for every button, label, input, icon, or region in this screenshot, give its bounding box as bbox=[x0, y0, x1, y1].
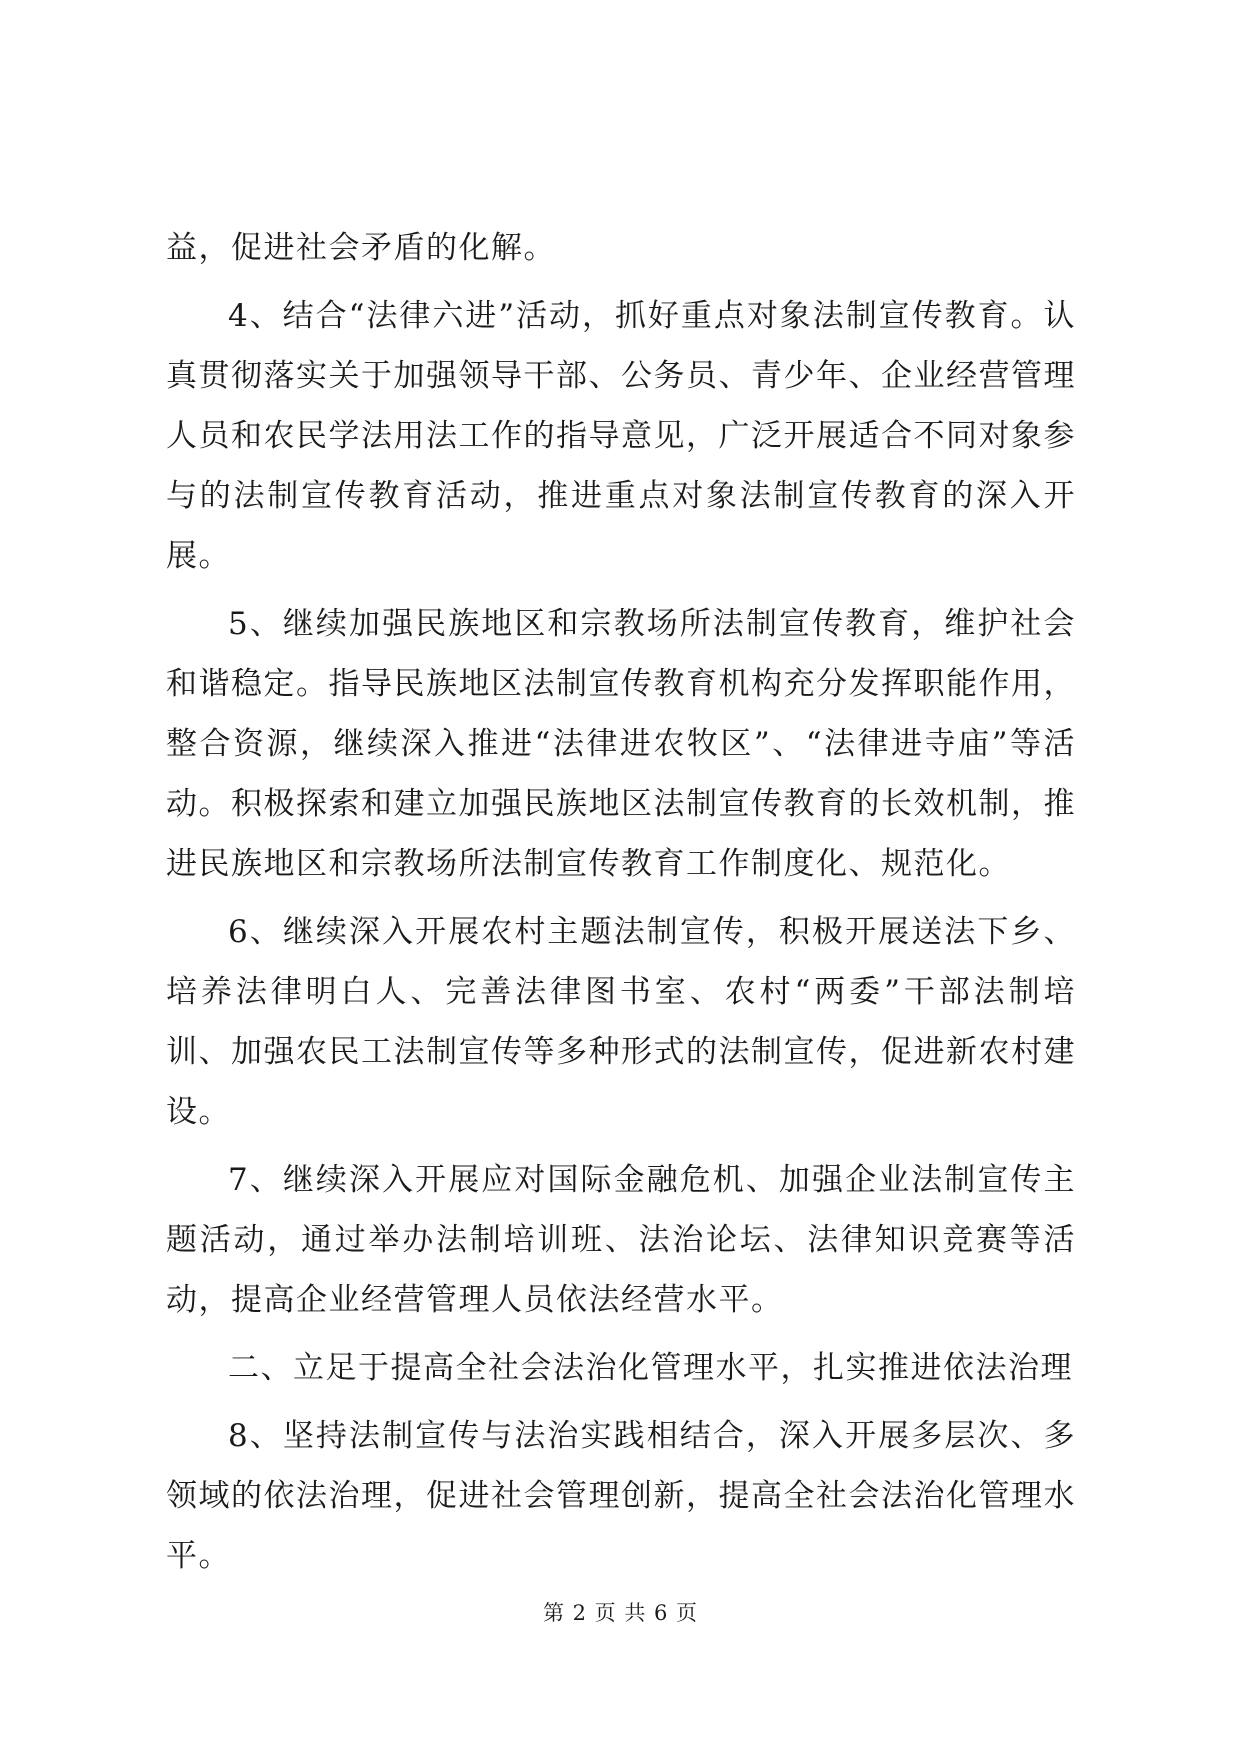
section-heading-2: 二、立足于提高全社会法治化管理水平，扎实推进依法治理 bbox=[228, 1350, 1073, 1386]
paragraph-item-6: 6、继续深入开展农村主题法制宣传，积极开展送法下乡、培养法律明白人、完善法律图书室、农村“两委”干部法制培训、加强农民工法制宣传等多种形式的法制宣传，促进新农村建设。 bbox=[166, 914, 1076, 1130]
document-body bbox=[166, 218, 1076, 1586]
paragraph-item-4: 4、结合“法律六进”活动，抓好重点对象法制宣传教育。认真贯彻落实关于加强领导干部、公务员、青少年、企业经营管理人员和农民学法用法工作的指导意见，广泛开展适合不同对象参与的法制宣传教育活动，推进重点对象法制宣传教育的深入开展。 bbox=[166, 298, 1076, 574]
paragraph-item-5: 5、继续加强民族地区和宗教场所法制宣传教育，维护社会和谐稳定。指导民族地区法制宣传教育机构充分发挥职能作用，整合资源，继续深入推进“法律进农牧区”、“法律进寺庙”等活动。积极探索和建立加强民族地区法制宣传教育的长效机制，推进民族地区和宗教场所法制宣传教育工作制度化、规范化。 bbox=[166, 606, 1076, 882]
page-footer: 第 2 页 共 6 页 bbox=[542, 1601, 699, 1625]
paragraph-item-8: 8、坚持法制宣传与法治实践相结合，深入开展多层次、多领域的依法治理，促进社会管理创新，提高全社会法治化管理水平。 bbox=[166, 1418, 1076, 1574]
paragraph-item-7: 7、继续深入开展应对国际金融危机、加强企业法制宣传主题活动，通过举办法制培训班、法治论坛、法律知识竞赛等活动，提高企业经营管理人员依法经营水平。 bbox=[166, 1162, 1076, 1318]
paragraph-continuation: 益，促进社会矛盾的化解。 bbox=[166, 230, 556, 266]
